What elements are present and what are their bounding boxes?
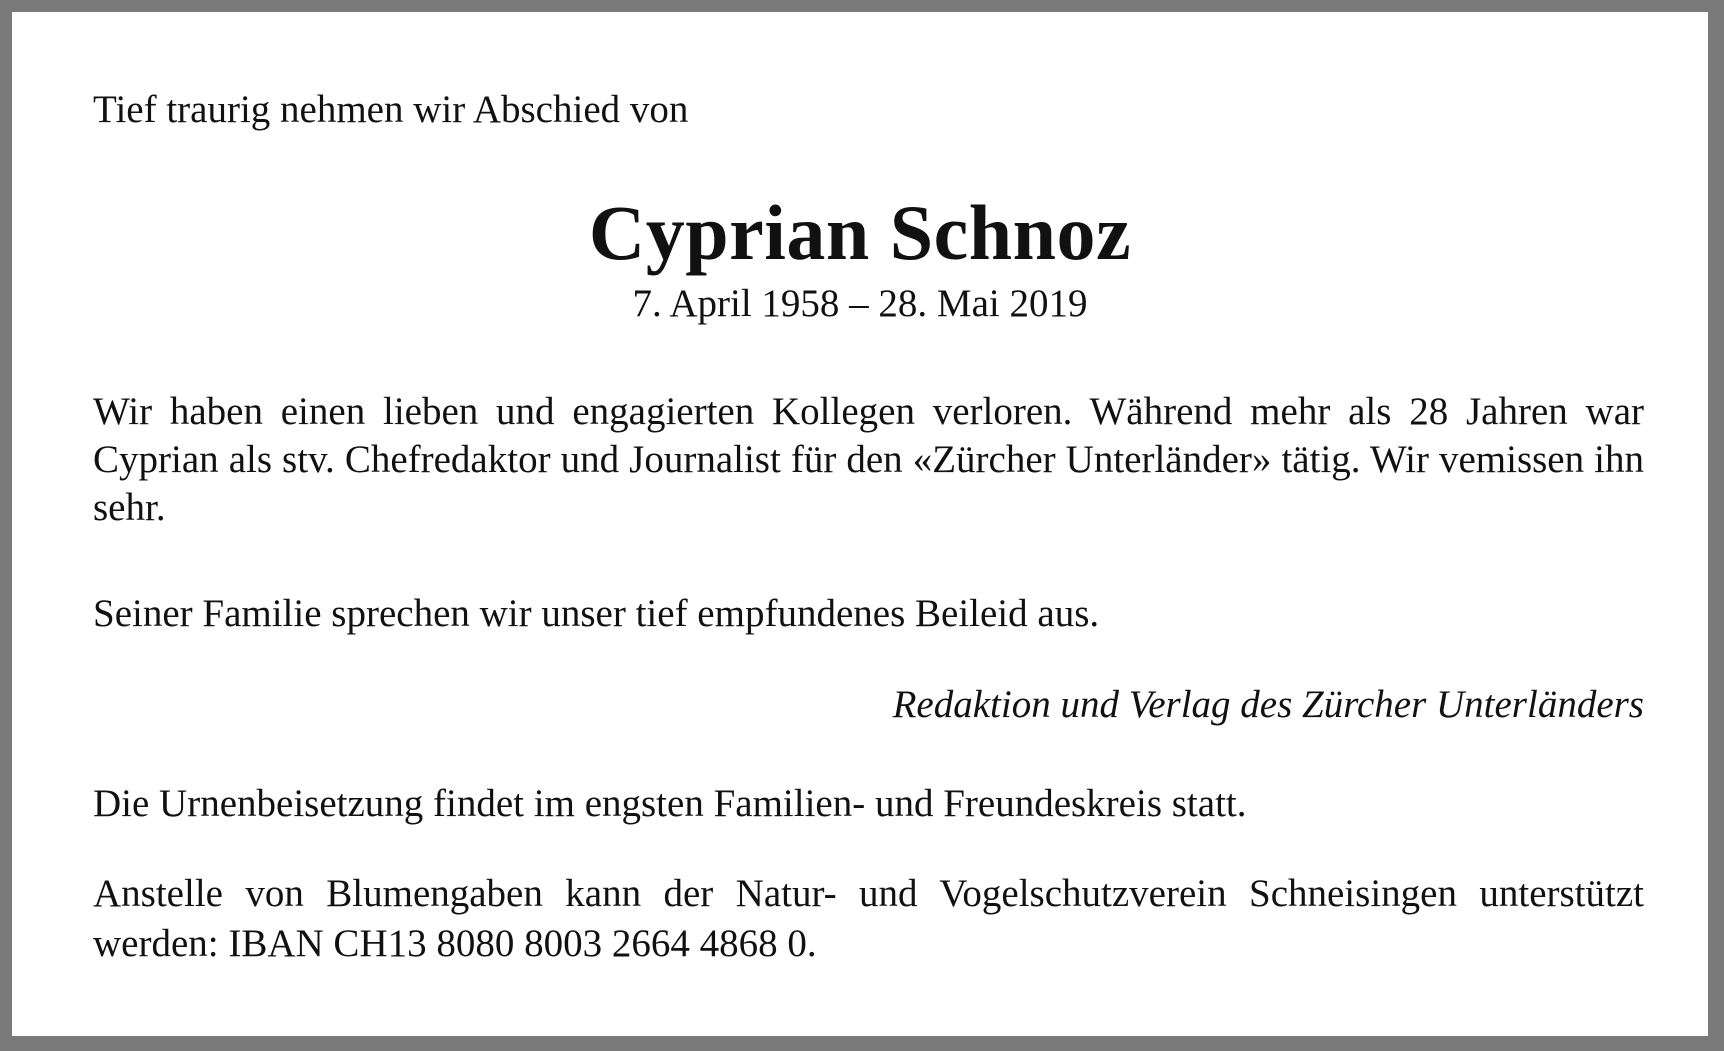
signature: Redaktion und Verlag des Zürcher Unterländers xyxy=(892,683,1644,726)
life-dates: 7. April 1958 – 28. Mai 2019 xyxy=(632,282,1088,325)
intro-text: Tief traurig nehmen wir Abschied von xyxy=(93,88,689,131)
deceased-name: Cyprian Schnoz xyxy=(588,189,1132,276)
tribute-paragraph: Wir haben einen lieben und engagierten Kollegen verloren. Während mehr als 28 Jahren war Cyprian als stv. Chefredaktor und Journalist für den «Zürcher Unterländer» tätig. Wir vemissen ihn sehr. xyxy=(93,390,1644,529)
condolence-paragraph: Seiner Familie sprechen wir unser tief empfundenes Beileid aus. xyxy=(93,592,1100,635)
burial-paragraph: Die Urnenbeisetzung findet im engsten Familien- und Freundeskreis statt. xyxy=(93,782,1247,825)
obituary-notice xyxy=(12,12,1708,1036)
donation-paragraph: Anstelle von Blumengaben kann der Natur- und Vogelschutzverein Schneisingen unterstützt werden: IBAN CH13 8080 8003 2664 4868 0. xyxy=(93,872,1644,965)
